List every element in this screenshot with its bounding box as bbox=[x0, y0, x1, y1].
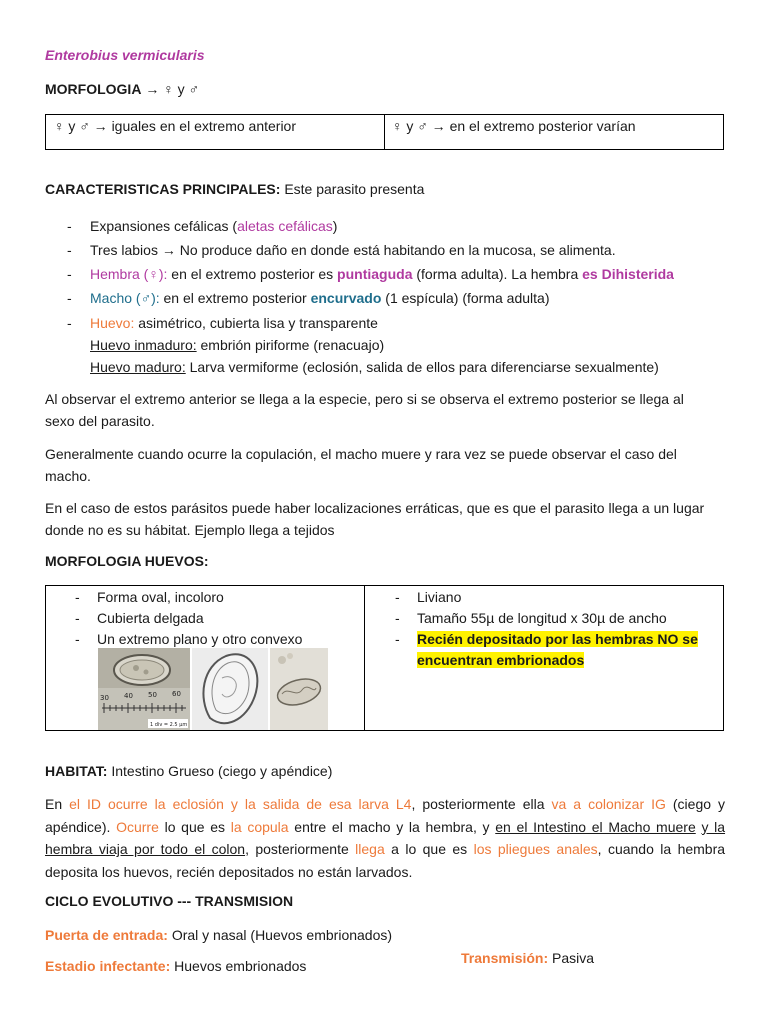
scale-tick-label: 30 bbox=[100, 694, 109, 702]
scale-tick-label: 50 bbox=[148, 691, 157, 699]
habitat-label: HABITAT: bbox=[45, 763, 108, 779]
huevos-heading: MORFOLOGIA HUEVOS: bbox=[45, 553, 209, 569]
list-item: - Un extremo plano y otro convexo bbox=[75, 631, 303, 647]
list-item: - Cubierta delgada bbox=[75, 610, 204, 626]
document-title: Enterobius vermicularis bbox=[45, 47, 205, 63]
list-item: - Forma oval, incoloro bbox=[75, 589, 224, 605]
puerta-row bbox=[45, 927, 392, 943]
arrow-icon: → bbox=[431, 118, 446, 134]
scale-caption: 1 div = 2.5 µm bbox=[150, 722, 188, 728]
transmision-row bbox=[461, 950, 594, 966]
list-item: - Huevo: asimétrico, cubierta lisa y transparente bbox=[67, 315, 378, 331]
list-item: - Recién depositado por las hembras NO se bbox=[395, 631, 698, 647]
scale-tick-label: 60 bbox=[172, 690, 181, 698]
morfologia-table bbox=[45, 114, 724, 150]
puerta-label: Puerta de entrada: bbox=[45, 927, 168, 943]
estadio-row bbox=[45, 958, 306, 974]
egg-micrograph-scale-image bbox=[98, 648, 190, 730]
arrow-icon: → bbox=[93, 118, 108, 134]
arrow-icon: → bbox=[145, 81, 160, 97]
transmision-label: Transmisión: bbox=[461, 950, 549, 966]
list-item: - Liviano bbox=[395, 589, 462, 605]
list-item: - Hembra (♀): en el extremo posterior es puntiaguda (forma adulta). La hembra es Dihisterida bbox=[67, 266, 674, 282]
caracteristicas-heading-row bbox=[45, 181, 424, 197]
paragraph: En el caso de estos parásitos puede haber localizaciones erráticas, que es que el parasito llega a un lugar donde no es su hábitat. Ejemplo llega a tejidos bbox=[45, 500, 705, 538]
list-item: - Macho (♂): en el extremo posterior encurvado (1 espícula) (forma adulta) bbox=[67, 290, 550, 306]
list-item: - Expansiones cefálicas (aletas cefálicas) bbox=[67, 218, 338, 234]
huevos-table bbox=[45, 585, 724, 731]
estadio-label: Estadio infectante: bbox=[45, 958, 171, 974]
list-item: - Tres labios → No produce daño en donde está habitando en la mucosa, se alimenta. bbox=[67, 242, 616, 258]
list-item: - Tamaño 55µ de longitud x 30µ de ancho bbox=[395, 610, 667, 626]
morfologia-heading-row bbox=[45, 81, 199, 97]
paragraph: Generalmente cuando ocurre la copulación, el macho muere y rara vez se puede observar el caso del macho. bbox=[45, 446, 677, 484]
morfologia-cell-left: ♀ y ♂ → iguales en el extremo anterior bbox=[54, 118, 296, 134]
habitat-text: Intestino Grueso (ciego y apéndice) bbox=[111, 763, 333, 779]
huevo-maduro-line: Huevo maduro: Larva vermiforme (eclosión, salida de ellos para diferenciarse sexualmente) bbox=[90, 359, 659, 375]
transmision-text: Pasiva bbox=[552, 950, 595, 966]
huevo-inmaduro-line: Huevo inmaduro: embrión piriforme (renacuajo) bbox=[90, 337, 385, 353]
list-item-continuation: encuentran embrionados bbox=[417, 652, 585, 668]
morfologia-cell-right: ♀ y ♂ → en el extremo posterior varían bbox=[392, 118, 636, 134]
caracteristicas-intro: Este parasito presenta bbox=[284, 181, 425, 197]
paragraph: Al observar el extremo anterior se llega a la especie, pero si se observa el extremo posterior se llega al sexo del parasito. bbox=[45, 391, 684, 429]
habitat-row bbox=[45, 763, 332, 779]
estadio-text: Huevos embrionados bbox=[174, 958, 307, 974]
ciclo-heading: CICLO EVOLUTIVO --- TRANSMISION bbox=[45, 893, 294, 909]
morfologia-heading: MORFOLOGIA bbox=[45, 81, 142, 97]
puerta-text: Oral y nasal (Huevos embrionados) bbox=[171, 927, 393, 943]
egg-micrograph-larva-image bbox=[270, 648, 328, 730]
sex-symbols: ♀ y ♂ bbox=[163, 81, 199, 97]
egg-drawing-image bbox=[192, 648, 268, 730]
caracteristicas-heading: CARACTERISTICAS PRINCIPALES: bbox=[45, 181, 281, 197]
scale-tick-label: 40 bbox=[124, 692, 133, 700]
ciclo-paragraph: En el ID ocurre la eclosión y la salida de esa larva L4, posteriormente ella va a colonizar IG (ciego y apéndice). Ocurre lo que es la copula entre el macho y la hembra, y en el Intestino el Macho muere y la hembra viaja por todo el colon, posteriormente llega a lo que es los pliegues anales, cuando la hembra deposita los huevos, recién depositados no están larvados. bbox=[45, 796, 726, 880]
